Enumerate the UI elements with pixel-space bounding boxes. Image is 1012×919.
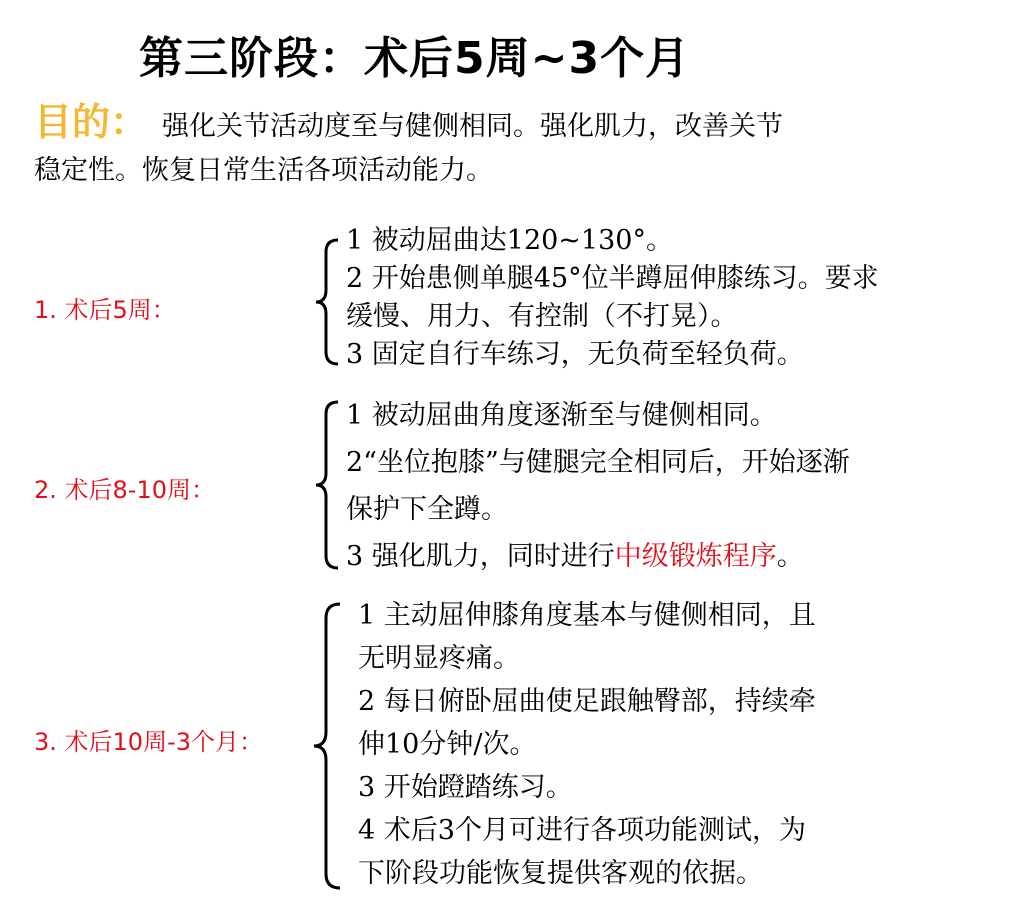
page-title: 第三阶段：术后5周~3个月 (139, 33, 691, 84)
section-3-items (358, 594, 816, 895)
list-item: 1 被动屈曲达120~130°。 (346, 225, 673, 256)
section-2-label: 2. 术后8-10周： (34, 476, 215, 504)
purpose-line-2: 稳定性。恢复日常生活各项活动能力。 (34, 155, 493, 186)
list-item: 2 开始患侧单腿45°位半蹲屈伸膝练习。要求 (346, 263, 879, 294)
list-item: 1 主动屈伸膝角度基本与健侧相同，且 (358, 600, 816, 631)
purpose-line-1: 强化关节活动度至与健侧相同。强化肌力，改善关节 (162, 111, 784, 142)
section-3-label: 3. 术后10周-3个月： (34, 728, 263, 756)
highlighted-program-text: 中级锻炼程序 (614, 541, 777, 572)
list-item-text: 3 强化肌力，同时进行 (346, 541, 615, 572)
section-1-label: 1. 术后5周： (34, 296, 176, 324)
list-item: 下阶段功能恢复提供客观的依据。 (358, 858, 763, 889)
list-item: 缓慢、用力、有控制（不打晃）。 (346, 301, 738, 332)
list-item: 3 固定自行车练习，无负荷至轻负荷。 (346, 339, 804, 370)
list-item: 2 每日俯卧屈曲使足跟触臀部，持续牵 (358, 686, 816, 717)
list-item: 3 开始蹬踏练习。 (358, 772, 573, 803)
section-1-items (346, 222, 879, 374)
list-item: 4 术后3个月可进行各项功能测试，为 (358, 815, 806, 846)
section-1-brace (312, 238, 342, 366)
list-item: 1 被动屈曲角度逐渐至与健侧相同。 (346, 400, 777, 431)
list-item-text: 。 (776, 541, 804, 572)
list-item: 保护下全蹲。 (346, 494, 508, 525)
list-item: 无明显疼痛。 (358, 643, 520, 674)
section-2-brace (312, 400, 342, 570)
purpose-label: 目的： (34, 100, 149, 144)
list-item: 伸10分钟/次。 (358, 729, 537, 760)
section-3-brace (310, 602, 344, 892)
section-2-items (346, 392, 850, 580)
list-item: 2“坐位抱膝”与健腿完全相同后，开始逐渐 (346, 447, 850, 478)
purpose-paragraph (34, 100, 994, 193)
list-item (346, 533, 850, 580)
